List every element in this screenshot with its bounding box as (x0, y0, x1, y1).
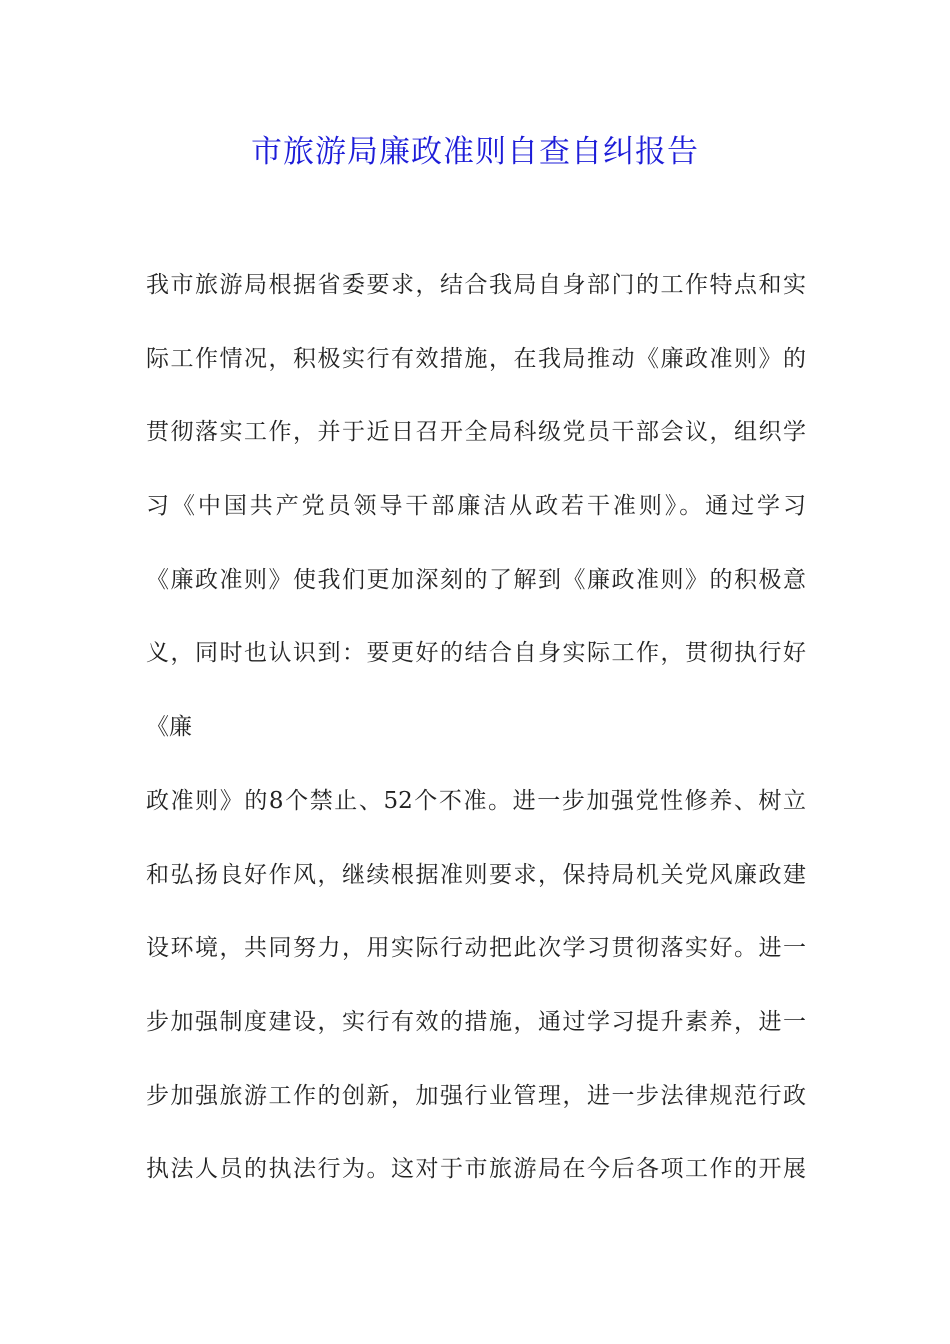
body-line: 设环境，共同努力，用实际行动把此次学习贯彻落实好。进一 (146, 935, 806, 962)
body-line: 和弘扬良好作风，继续根据准则要求，保持局机关党风廉政建 (146, 861, 806, 888)
body-line: 政准则》的8个禁止、52个不准。进一步加强党性修养、树立 (146, 787, 806, 814)
document-title: 市旅游局廉政准则自查自纠报告 (251, 134, 699, 170)
body-line: 习《中国共产党员领导干部廉洁从政若干准则》。通过学习 (146, 493, 806, 520)
body-line: 贯彻落实工作，并于近日召开全局科级党员干部会议，组织学 (146, 419, 806, 446)
body-line: 步加强旅游工作的创新，加强行业管理，进一步法律规范行政 (146, 1082, 806, 1109)
body-line: 执法人员的执法行为。这对于市旅游局在今后各项工作的开展 (146, 1156, 806, 1183)
body-line: 义，同时也认识到：要更好的结合自身实际工作，贯彻执行好 (146, 640, 806, 667)
body-line: 际工作情况，积极实行有效措施，在我局推动《廉政准则》的 (146, 345, 806, 372)
document-body (146, 265, 806, 1223)
body-line: 《廉 (146, 714, 192, 741)
body-line: 《廉政准则》使我们更加深刻的了解到《廉政准则》的积极意 (146, 566, 806, 593)
body-line: 我市旅游局根据省委要求，结合我局自身部门的工作特点和实 (146, 272, 806, 298)
body-line: 步加强制度建设，实行有效的措施，通过学习提升素养，进一 (146, 1008, 806, 1035)
